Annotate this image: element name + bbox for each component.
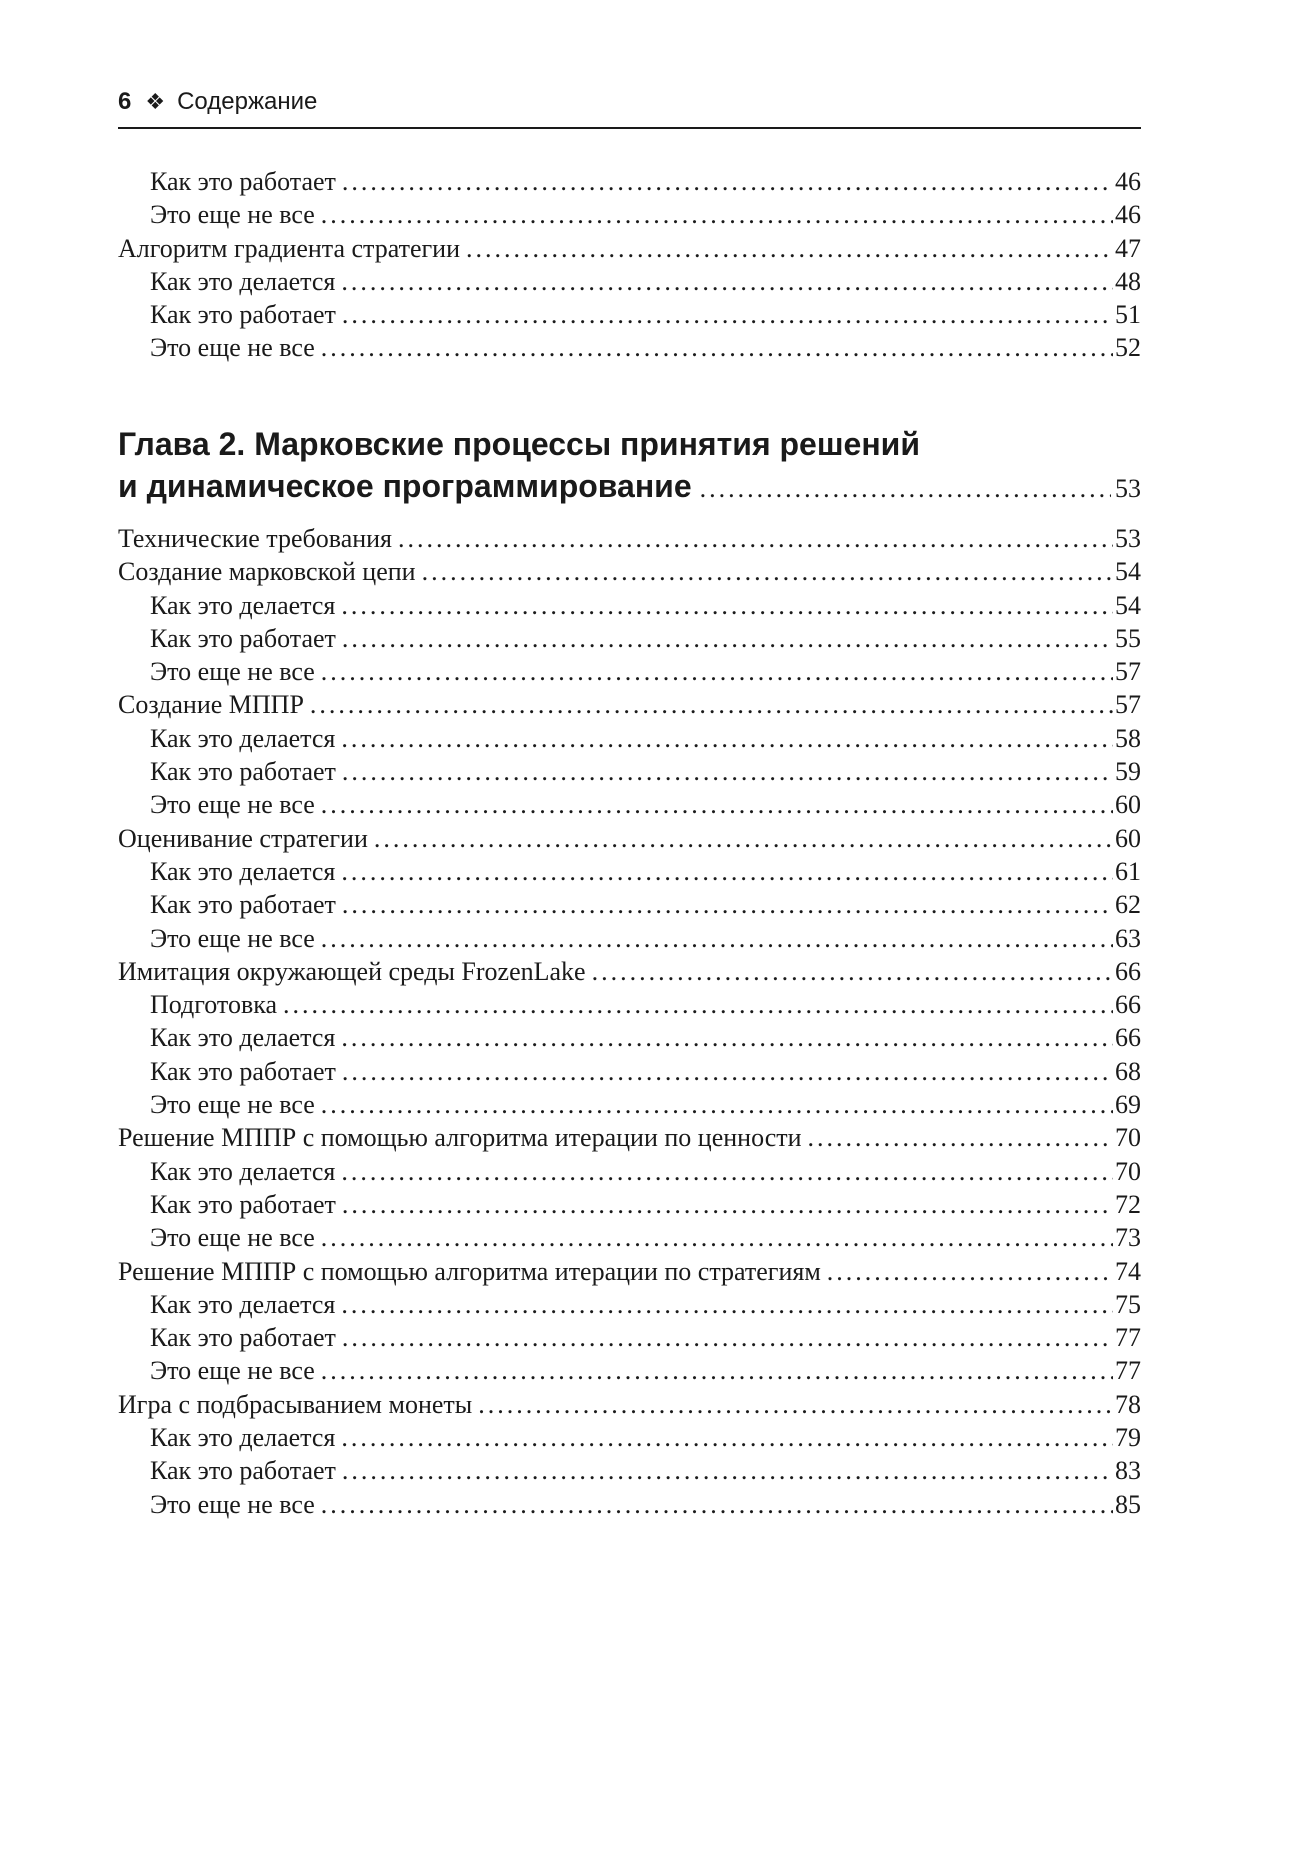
toc-entry[interactable] xyxy=(118,688,1141,721)
toc-entry-page: 57 xyxy=(1115,657,1141,687)
leader-dots xyxy=(827,1255,1113,1288)
leader-dots xyxy=(342,1055,1113,1088)
toc-entry-title: Как это работает xyxy=(150,1056,336,1086)
toc-entry[interactable] xyxy=(118,1321,1141,1354)
toc-entry-page: 85 xyxy=(1115,1489,1141,1519)
toc-entry-title: Как это делается xyxy=(150,1289,336,1319)
leader-dots xyxy=(422,555,1113,588)
toc-entry[interactable] xyxy=(118,655,1141,688)
toc-entry-title: Это еще не все xyxy=(150,923,315,953)
toc-entry-page: 48 xyxy=(1115,266,1141,296)
toc-entry[interactable] xyxy=(118,888,1141,921)
leader-dots xyxy=(342,165,1113,198)
leader-dots xyxy=(700,468,1111,510)
toc-entry-title: Технические требования xyxy=(118,524,393,553)
toc-entry[interactable] xyxy=(118,232,1141,265)
toc-entry-title: Это еще не все xyxy=(150,200,315,230)
toc-entry-title: Это еще не все xyxy=(150,1223,315,1253)
toc-entry-title: Это еще не все xyxy=(150,1489,315,1519)
leader-dots xyxy=(321,198,1113,231)
toc-entry-page: 51 xyxy=(1115,300,1141,330)
toc-entry-page: 66 xyxy=(1115,956,1141,986)
toc-entry[interactable] xyxy=(118,955,1141,988)
toc-entry[interactable] xyxy=(118,755,1141,788)
toc-entry[interactable] xyxy=(118,1155,1141,1188)
toc-entry[interactable] xyxy=(118,922,1141,955)
toc-entry-page: 78 xyxy=(1115,1389,1141,1419)
toc-entry[interactable] xyxy=(118,1055,1141,1088)
leader-dots xyxy=(341,589,1113,622)
toc-entry[interactable] xyxy=(118,522,1141,555)
leader-dots xyxy=(342,298,1113,331)
leader-dots xyxy=(341,265,1113,298)
toc-entry-title: Игра с подбрасыванием монеты xyxy=(118,1389,473,1419)
leader-dots xyxy=(341,1155,1113,1188)
ornament-icon: ❖ xyxy=(145,89,166,114)
toc-entry[interactable] xyxy=(118,722,1141,755)
toc-entry-title: Это еще не все xyxy=(150,1090,315,1120)
toc-entry[interactable] xyxy=(118,1021,1141,1054)
running-header-title: Содержание xyxy=(177,88,318,115)
toc-entry-title: Как это работает xyxy=(150,890,336,920)
toc-entry-title: Как это работает xyxy=(150,1456,336,1486)
toc-entry-title: Это еще не все xyxy=(150,1356,315,1386)
leader-dots xyxy=(478,1388,1113,1421)
toc-entry[interactable] xyxy=(118,298,1141,331)
toc-entry-page: 75 xyxy=(1115,1289,1141,1319)
toc-entry[interactable] xyxy=(118,622,1141,655)
toc-entry-title: Имитация окружающей среды FrozenLake xyxy=(118,956,586,986)
toc-entry[interactable] xyxy=(118,265,1141,298)
toc-entry[interactable] xyxy=(118,1288,1141,1321)
leader-dots xyxy=(342,888,1113,921)
leader-dots xyxy=(341,1421,1113,1454)
toc-entry-page: 79 xyxy=(1115,1423,1141,1453)
leader-dots xyxy=(342,1454,1113,1487)
toc-entry[interactable] xyxy=(118,788,1141,821)
toc-entry-page: 60 xyxy=(1115,790,1141,820)
toc-entry-title: Как это работает xyxy=(150,300,336,330)
leader-dots xyxy=(321,1088,1113,1121)
running-header xyxy=(118,88,1141,116)
toc-entry-page: 52 xyxy=(1115,333,1141,363)
toc-entry[interactable] xyxy=(118,589,1141,622)
leader-dots xyxy=(321,1221,1113,1254)
toc-entry-page: 68 xyxy=(1115,1056,1141,1086)
toc-continued-section xyxy=(118,165,1141,365)
toc-entry-title: Создание марковской цепи xyxy=(118,557,416,587)
toc-entry-page: 77 xyxy=(1115,1323,1141,1353)
toc-entry-title: Решение МППР с помощью алгоритма итерации по ценности xyxy=(118,1123,802,1153)
toc-entry-page: 70 xyxy=(1115,1156,1141,1186)
toc-entry[interactable] xyxy=(118,1488,1141,1521)
chapter-title-line2: и динамическое программирование xyxy=(118,468,692,504)
toc-entry-title: Создание МППР xyxy=(118,690,304,720)
toc-entry-title: Как это делается xyxy=(150,1023,336,1053)
leader-dots xyxy=(341,1288,1113,1321)
leader-dots xyxy=(321,331,1113,364)
toc-entry-page: 77 xyxy=(1115,1356,1141,1386)
chapter-title-line1: Глава 2. Марковские процессы принятия решений xyxy=(118,426,920,462)
toc-entry-title: Как это работает xyxy=(150,167,336,196)
leader-dots xyxy=(342,755,1113,788)
toc-entry[interactable] xyxy=(118,165,1141,198)
page-number: 6 xyxy=(118,88,132,115)
toc-entry-title: Как это работает xyxy=(150,623,336,653)
leader-dots xyxy=(341,1021,1113,1054)
toc-entry-page: 47 xyxy=(1115,233,1141,263)
toc-entry-page: 54 xyxy=(1115,557,1141,587)
toc-entry-title: Как это делается xyxy=(150,723,336,753)
toc-entry-page: 57 xyxy=(1115,690,1141,720)
chapter-title-line2-row xyxy=(118,465,1141,507)
toc-entry[interactable] xyxy=(118,1388,1141,1421)
toc-entry-page: 83 xyxy=(1115,1456,1141,1486)
leader-dots xyxy=(321,655,1113,688)
toc-entry-page: 66 xyxy=(1115,990,1141,1020)
leader-dots xyxy=(342,1188,1113,1221)
leader-dots xyxy=(808,1121,1113,1154)
toc-entry-title: Это еще не все xyxy=(150,657,315,687)
toc-entry-page: 72 xyxy=(1115,1189,1141,1219)
toc-entry-title: Это еще не все xyxy=(150,790,315,820)
chapter-heading[interactable] xyxy=(118,423,1141,507)
toc-entry-page: 59 xyxy=(1115,757,1141,787)
leader-dots xyxy=(283,988,1113,1021)
toc-entry[interactable] xyxy=(118,1088,1141,1121)
leader-dots xyxy=(321,788,1113,821)
toc-entry-title: Как это работает xyxy=(150,1323,336,1353)
toc-entry-page: 63 xyxy=(1115,923,1141,953)
toc-entry-title: Подготовка xyxy=(150,990,278,1020)
toc-entry-page: 73 xyxy=(1115,1223,1141,1253)
toc-entry-title: Как это работает xyxy=(150,757,336,787)
toc-entry[interactable] xyxy=(118,555,1141,588)
toc-entry-page: 60 xyxy=(1115,823,1141,853)
toc-entry[interactable] xyxy=(118,1255,1141,1288)
toc-entry[interactable] xyxy=(118,1354,1141,1387)
toc-entry[interactable] xyxy=(118,331,1141,364)
toc-entry-page: 54 xyxy=(1115,590,1141,620)
toc-entry-title: Как это делается xyxy=(150,266,336,296)
toc-entry-page: 62 xyxy=(1115,890,1141,920)
toc-entry-title: Как это делается xyxy=(150,1423,336,1453)
leader-dots xyxy=(342,622,1113,655)
leader-dots xyxy=(341,855,1113,888)
toc-entry[interactable] xyxy=(118,822,1141,855)
toc-entry-page: 70 xyxy=(1115,1123,1141,1153)
toc-entry-title: Как это делается xyxy=(150,1156,336,1186)
leader-dots xyxy=(398,522,1113,555)
toc-entry-title: Как это делается xyxy=(150,856,336,886)
leader-dots xyxy=(342,1321,1113,1354)
leader-dots xyxy=(374,822,1113,855)
toc-entry-title: Алгоритм градиента стратегии xyxy=(118,233,460,263)
toc-entry-page: 58 xyxy=(1115,723,1141,753)
leader-dots xyxy=(321,1354,1113,1387)
toc-entry[interactable] xyxy=(118,198,1141,231)
leader-dots xyxy=(341,722,1113,755)
toc-entry[interactable] xyxy=(118,1221,1141,1254)
toc-entry-page: 69 xyxy=(1115,1090,1141,1120)
toc-chapter-section xyxy=(118,522,1141,1521)
toc-entry-page: 53 xyxy=(1115,524,1141,553)
header-rule xyxy=(118,127,1141,129)
leader-dots xyxy=(321,1488,1113,1521)
toc-entry[interactable] xyxy=(118,1121,1141,1154)
toc-entry-title: Решение МППР с помощью алгоритма итерации по стратегиям xyxy=(118,1256,821,1286)
toc-entry[interactable] xyxy=(118,1421,1141,1454)
toc-entry-page: 46 xyxy=(1115,200,1141,230)
toc-entry-page: 74 xyxy=(1115,1256,1141,1286)
leader-dots xyxy=(310,688,1113,721)
toc-entry[interactable] xyxy=(118,1188,1141,1221)
leader-dots xyxy=(592,955,1113,988)
leader-dots xyxy=(321,922,1113,955)
toc-entry[interactable] xyxy=(118,1454,1141,1487)
toc-entry[interactable] xyxy=(118,855,1141,888)
toc-entry-page: 46 xyxy=(1115,167,1141,196)
toc-entry-title: Это еще не все xyxy=(150,333,315,363)
toc-entry-title: Оценивание стратегии xyxy=(118,823,368,853)
toc-entry-title: Как это работает xyxy=(150,1189,336,1219)
chapter-page-number: 53 xyxy=(1115,474,1141,503)
toc-entry-page: 66 xyxy=(1115,1023,1141,1053)
leader-dots xyxy=(466,232,1113,265)
toc-entry-page: 61 xyxy=(1115,856,1141,886)
toc-entry-page: 55 xyxy=(1115,623,1141,653)
toc-entry-title: Как это делается xyxy=(150,590,336,620)
toc-entry[interactable] xyxy=(118,988,1141,1021)
